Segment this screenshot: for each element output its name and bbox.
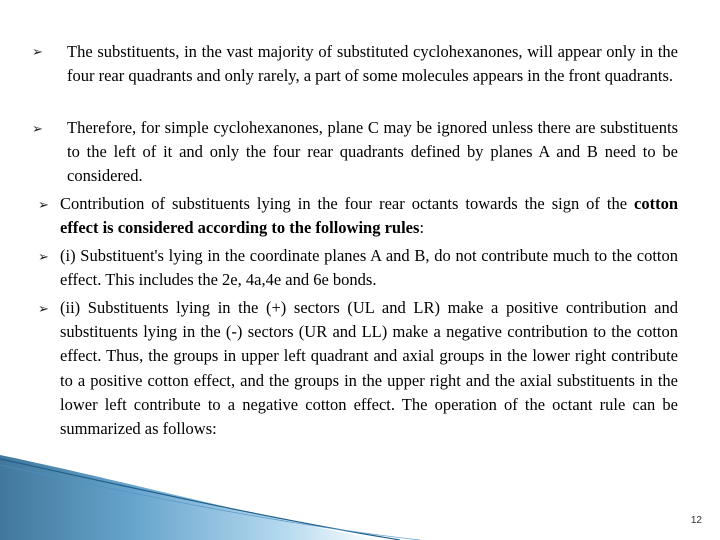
bullet-paragraph-1: The substituents, in the vast majority of substituted cyclohexanones, will appear only in the four rear quadrants and only rarely, a part of some molecules appears in the front quadrants.: [67, 42, 678, 86]
arrowhead-bullet-icon: ➢: [38, 198, 49, 213]
bullet-paragraph-4: (i) Substituent's lying in the coordinate planes A and B, do not contribute much to the cotton effect. This includes the 2e, 4a,4e and 6e bonds.: [60, 246, 678, 290]
arrowhead-bullet-icon: ➢: [38, 302, 49, 317]
decorative-swoosh: [0, 455, 720, 540]
arrowhead-bullet-icon: ➢: [32, 45, 43, 60]
bullet-paragraph-2: Therefore, for simple cyclohexanones, plane C may be ignored unless there are substituents to the left of it and only the four rear quadrants defined by planes A and B need to be considered.: [67, 118, 678, 186]
paragraph-3-bold-text: cotton effect is considered according to the following rules: [60, 194, 678, 238]
paragraph-3-text: Contribution of substituents lying in the four rear octants towards the sign of the: [60, 194, 634, 213]
paragraph-3-colon: :: [419, 218, 425, 238]
bullet-paragraph-5: (ii) Substituents lying in the (+) sectors (UL and LR) make a positive contribution and substituents lying in the (-) sectors (UR and LL) make a negative contribution to the cotton effect. Thus, the groups in upper left quadrant and axial groups in the lower right contribute to a positive cotton effect, and the groups in the upper right and the axial substituents in the lower left contribute to a negative cotton effect. The operation of the octant rule can be summarized as follows:: [60, 298, 678, 439]
arrowhead-bullet-icon: ➢: [32, 122, 43, 137]
arrowhead-bullet-icon: ➢: [38, 250, 49, 265]
bullet-paragraph-3: [60, 192, 678, 240]
page-number: 12: [690, 515, 702, 526]
